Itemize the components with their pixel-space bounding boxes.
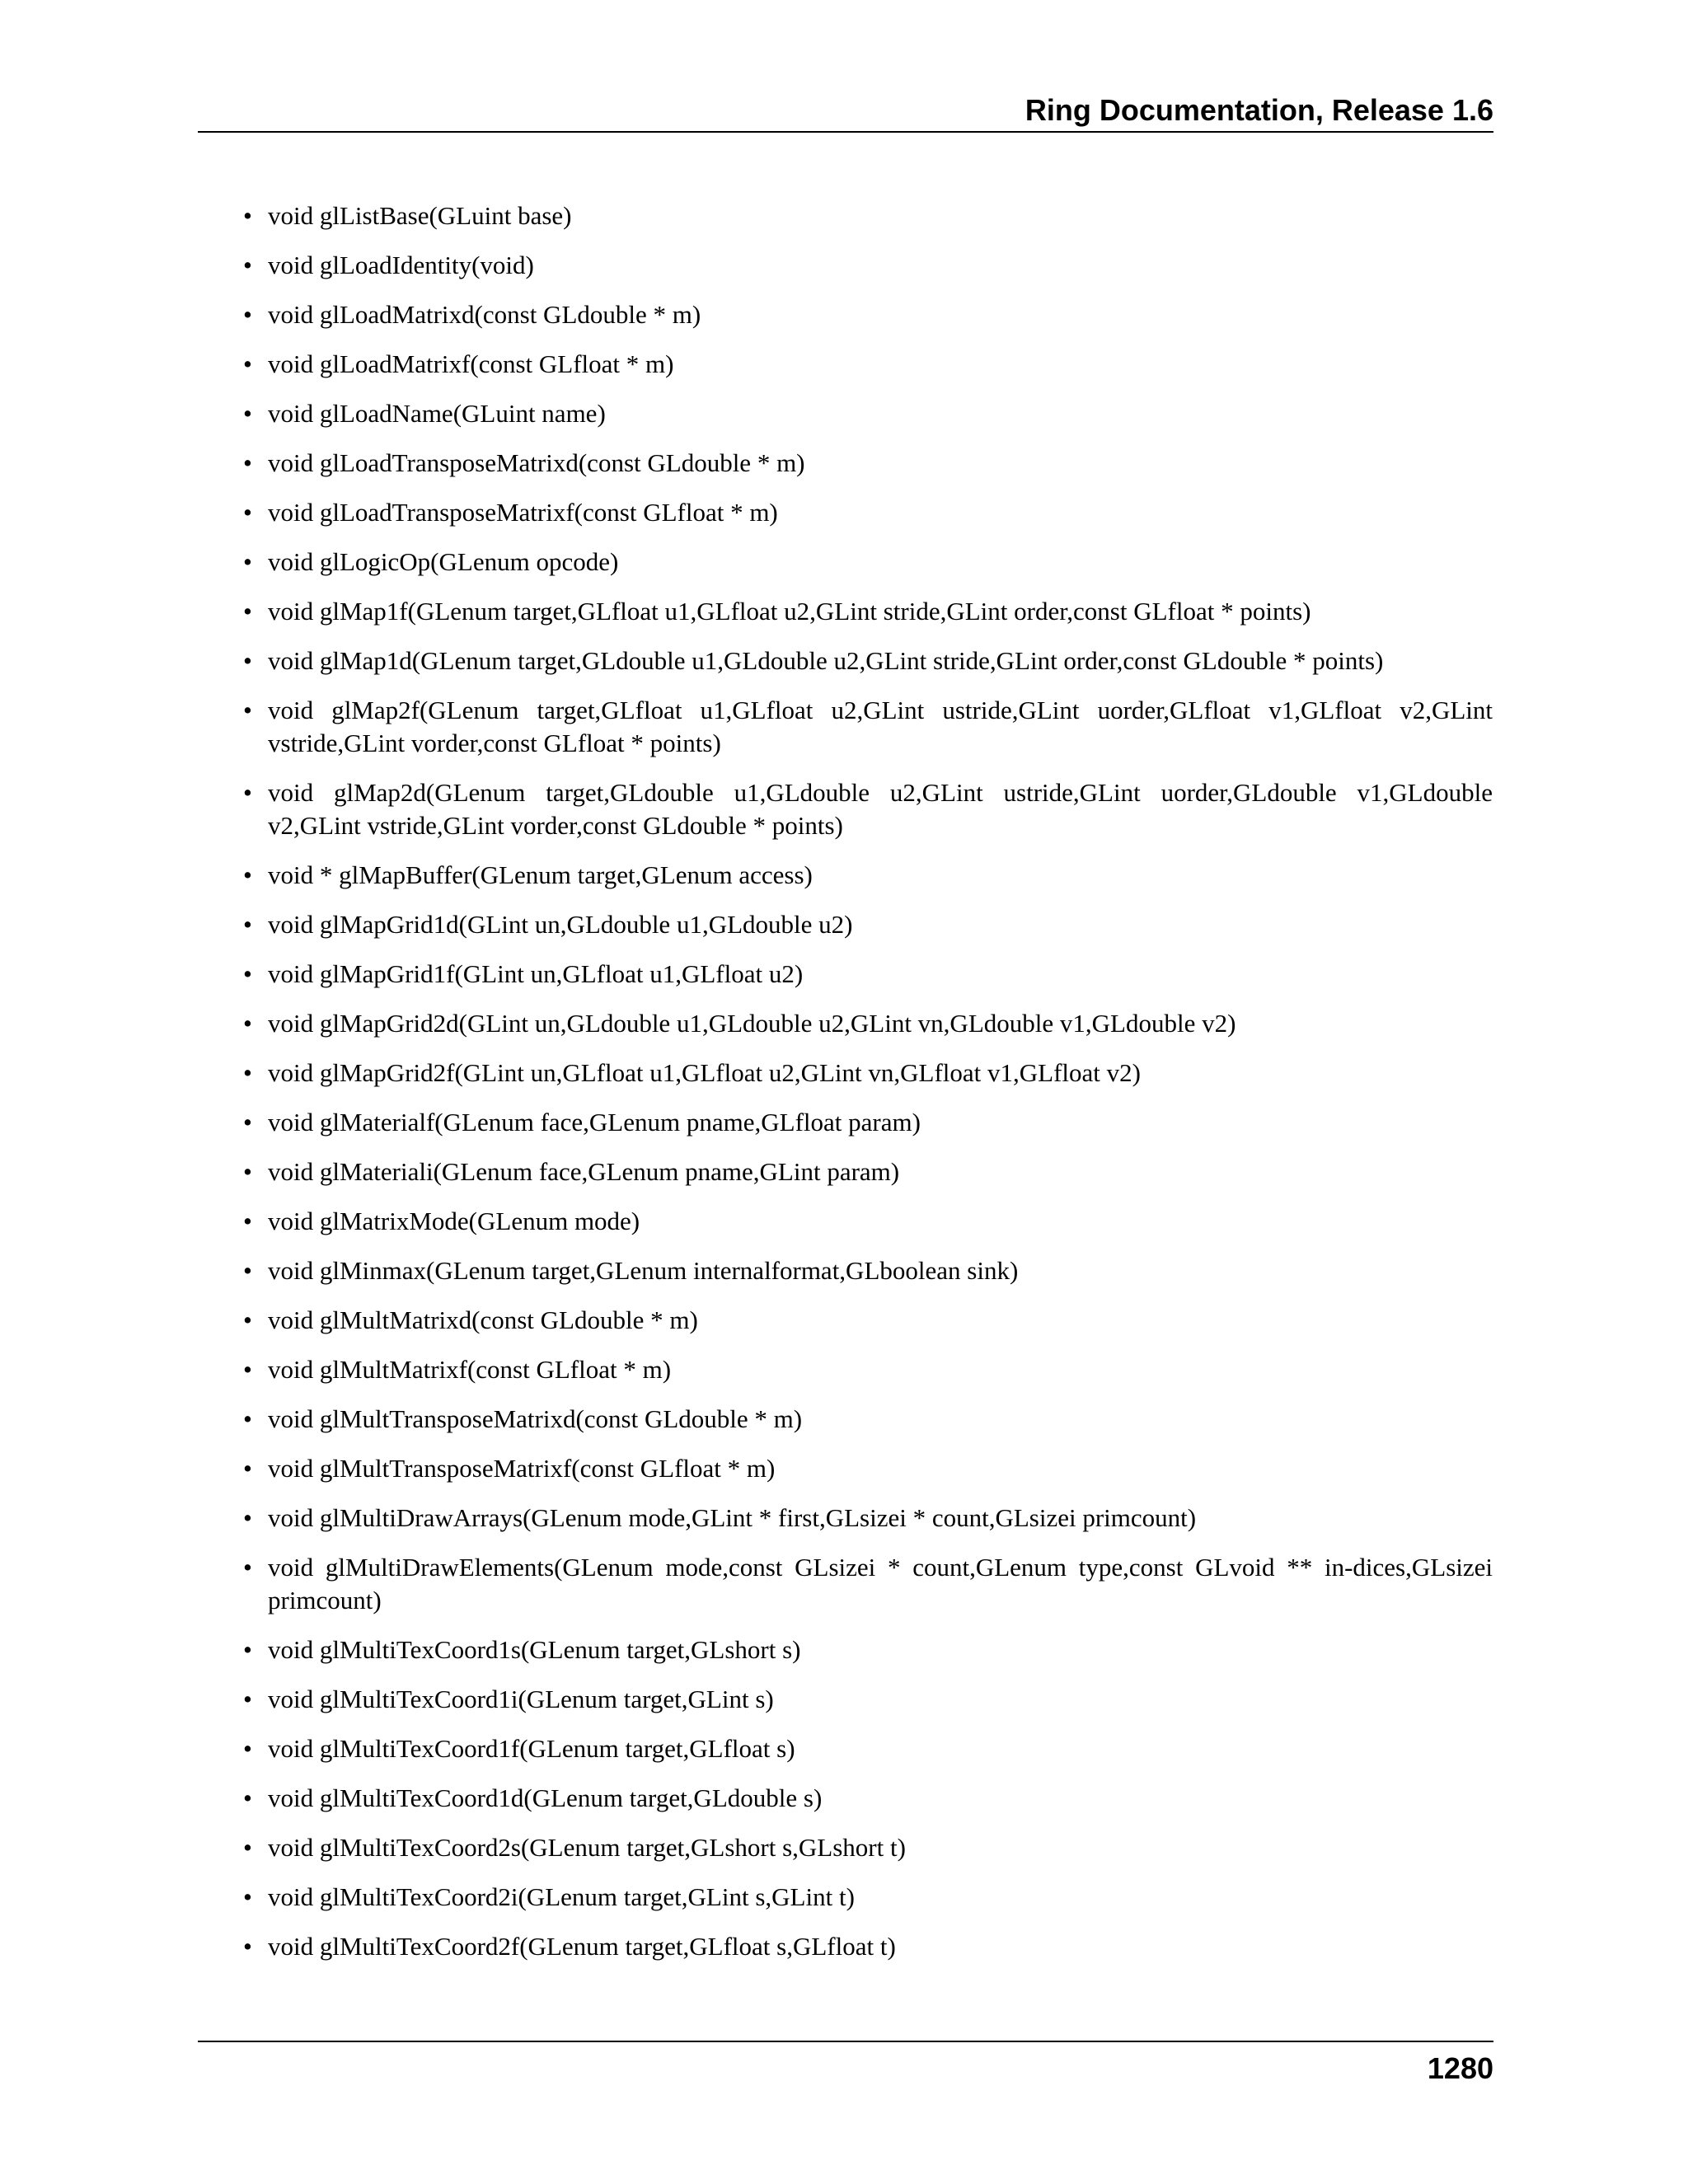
function-signature: • void glMultiTexCoord2i(GLenum target,GLint s,GLint t) bbox=[268, 1881, 1493, 1914]
header-rule bbox=[198, 131, 1493, 133]
function-signature: • void glMultiTexCoord1i(GLenum target,GLint s) bbox=[268, 1683, 1493, 1716]
function-signature: • void glMultiDrawArrays(GLenum mode,GLint * first,GLsizei * count,GLsizei primcount) bbox=[268, 1502, 1493, 1535]
function-signature: • void glMap2d(GLenum target,GLdouble u1,GLdouble u2,GLint ustride,GLint uorder,GLdouble v1,GLdouble v2,GLint vstride,GLint vorder,const GLdouble * points) bbox=[268, 776, 1493, 842]
function-signature: • void glMap2f(GLenum target,GLfloat u1,GLfloat u2,GLint ustride,GLint uorder,GLfloat v1,GLfloat v2,GLint vstride,GLint vorder,const GLfloat * points) bbox=[268, 694, 1493, 760]
function-signature: • void glMultiTexCoord2s(GLenum target,GLshort s,GLshort t) bbox=[268, 1831, 1493, 1864]
function-signature: • void glLoadMatrixd(const GLdouble * m) bbox=[268, 298, 1493, 331]
function-signature: • void glLoadTransposeMatrixd(const GLdouble * m) bbox=[268, 447, 1493, 480]
function-signature: • void glMultiTexCoord1s(GLenum target,GLshort s) bbox=[268, 1633, 1493, 1666]
function-signature: • void glMultiTexCoord2f(GLenum target,GLfloat s,GLfloat t) bbox=[268, 1930, 1493, 1963]
function-signature: • void glLoadMatrixf(const GLfloat * m) bbox=[268, 348, 1493, 381]
function-signature: • void glMinmax(GLenum target,GLenum internalformat,GLboolean sink) bbox=[268, 1254, 1493, 1287]
function-signature: • void glMultiTexCoord1d(GLenum target,GLdouble s) bbox=[268, 1782, 1493, 1815]
footer-rule bbox=[198, 2041, 1493, 2042]
function-signature: • void glMapGrid1f(GLint un,GLfloat u1,GLfloat u2) bbox=[268, 958, 1493, 991]
function-signature: • void glLoadTransposeMatrixf(const GLfloat * m) bbox=[268, 496, 1493, 529]
function-signature: • void glMatrixMode(GLenum mode) bbox=[268, 1205, 1493, 1238]
function-signature: • void glMapGrid1d(GLint un,GLdouble u1,GLdouble u2) bbox=[268, 908, 1493, 941]
function-signature: • void glListBase(GLuint base) bbox=[268, 199, 1493, 232]
running-header-title: Ring Documentation, Release 1.6 bbox=[1025, 93, 1493, 127]
function-signature: • void glLoadName(GLuint name) bbox=[268, 397, 1493, 430]
function-signature: • void glMultMatrixd(const GLdouble * m) bbox=[268, 1304, 1493, 1337]
function-signature: • void glMap1d(GLenum target,GLdouble u1,GLdouble u2,GLint stride,GLint order,const GLdouble * points) bbox=[268, 644, 1493, 677]
function-signature: • void glMultTransposeMatrixf(const GLfloat * m) bbox=[268, 1452, 1493, 1485]
function-signature: • void glMapGrid2f(GLint un,GLfloat u1,GLfloat u2,GLint vn,GLfloat v1,GLfloat v2) bbox=[268, 1057, 1493, 1090]
function-signature: • void glLoadIdentity(void) bbox=[268, 249, 1493, 282]
function-signature: • void glMultTransposeMatrixd(const GLdouble * m) bbox=[268, 1403, 1493, 1436]
function-signature: • void glMateriali(GLenum face,GLenum pname,GLint param) bbox=[268, 1155, 1493, 1188]
function-signature: • void glMultiTexCoord1f(GLenum target,GLfloat s) bbox=[268, 1732, 1493, 1765]
function-signature: • void glMap1f(GLenum target,GLfloat u1,GLfloat u2,GLint stride,GLint order,const GLfloat * points) bbox=[268, 595, 1493, 628]
function-signature: • void * glMapBuffer(GLenum target,GLenum access) bbox=[268, 859, 1493, 892]
function-signature: • void glMultMatrixf(const GLfloat * m) bbox=[268, 1353, 1493, 1386]
function-signature: • void glLogicOp(GLenum opcode) bbox=[268, 546, 1493, 579]
function-signature: • void glMaterialf(GLenum face,GLenum pname,GLfloat param) bbox=[268, 1106, 1493, 1139]
page-number: 1280 bbox=[1427, 2051, 1493, 2085]
function-list bbox=[0, 199, 1493, 1980]
function-signature: • void glMapGrid2d(GLint un,GLdouble u1,GLdouble u2,GLint vn,GLdouble v1,GLdouble v2) bbox=[268, 1007, 1493, 1040]
function-signature: • void glMultiDrawElements(GLenum mode,const GLsizei * count,GLenum type,const GLvoid ** in-dices,GLsizei primcount) bbox=[268, 1551, 1493, 1617]
